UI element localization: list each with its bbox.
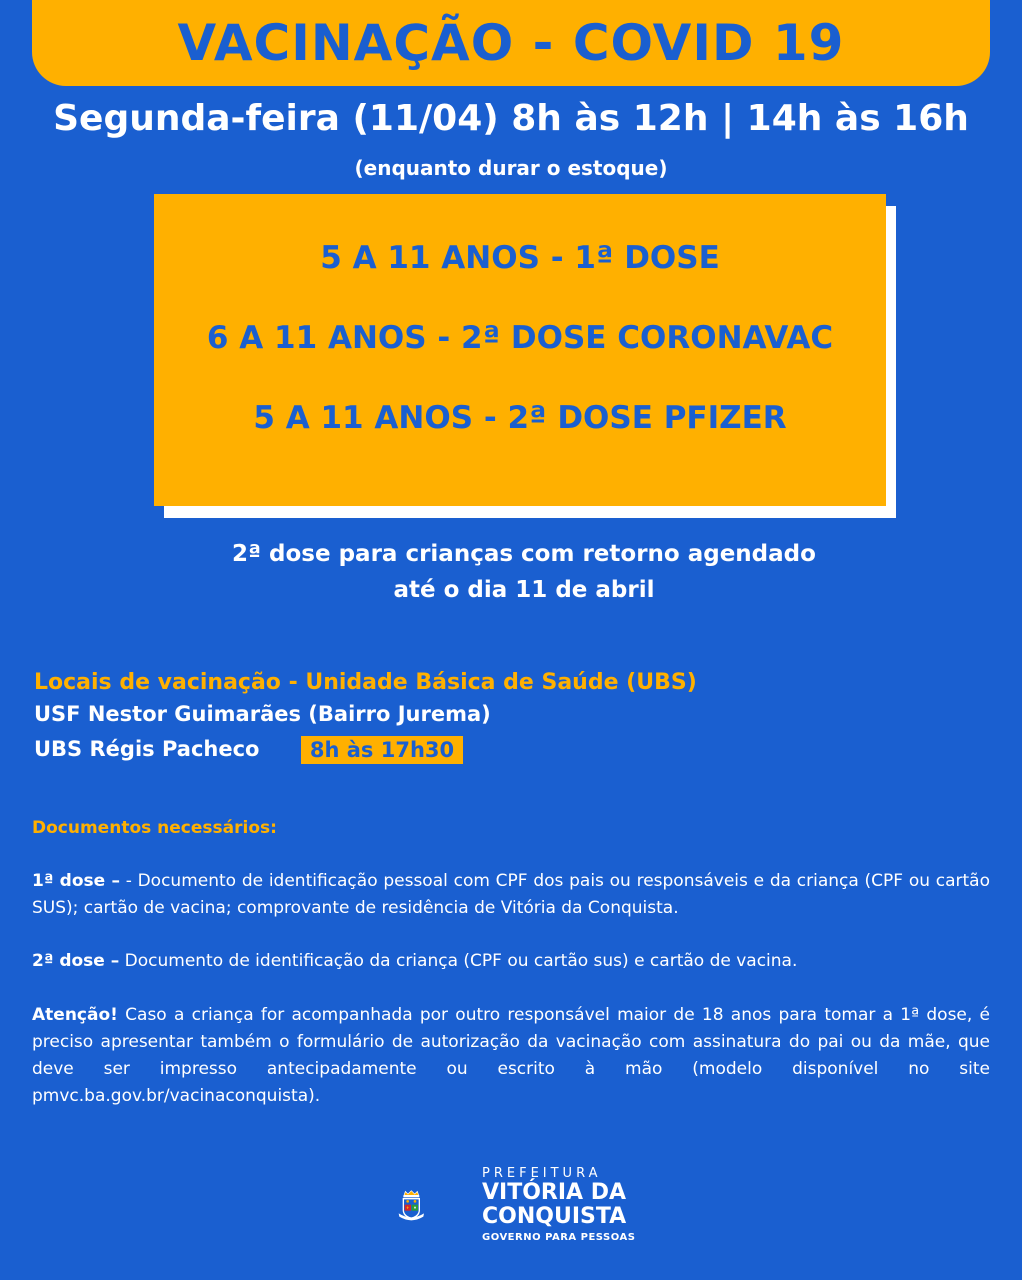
- second-dose-note-line1: 2ª dose para crianças com retorno agendado: [232, 541, 816, 567]
- logo-slogan: GOVERNO PARA PESSOAS: [482, 1232, 636, 1243]
- prefeitura-logo-text: [482, 1166, 635, 1243]
- dose2-text: Documento de identificação da criança (CPF ou cartão sus) e cartão de vacina.: [119, 951, 798, 971]
- group-item: 5 A 11 ANOS - 2ª DOSE PFIZER: [253, 400, 787, 436]
- locations-title: Locais de vacinação - Unidade Básica de Saúde (UBS): [34, 670, 697, 695]
- documents-title: Documentos necessários:: [32, 818, 277, 838]
- location-item: USF Nestor Guimarães (Bairro Jurema): [34, 702, 491, 726]
- location-item: UBS Régis Pacheco: [34, 737, 260, 761]
- dose2-paragraph: [32, 948, 990, 975]
- location-hours-badge: 8h às 17h30: [301, 736, 463, 764]
- dose1-paragraph: [32, 868, 990, 922]
- page-title: VACINAÇÃO - COVID 19: [177, 14, 845, 72]
- attention-paragraph: [32, 1002, 990, 1110]
- groups-box: [154, 194, 886, 506]
- stock-note: (enquanto durar o estoque): [354, 156, 668, 180]
- attention-label: Atenção!: [32, 1005, 118, 1025]
- dose1-text: - Documento de identificação pessoal com CPF dos pais ou responsáveis e da criança (CPF ou cartão SUS); cartão de vacina; comprovante de residência de Vitória da Conquista.: [32, 871, 991, 918]
- logo-city-line2: CONQUISTA: [482, 1204, 627, 1229]
- second-dose-note-line2: até o dia 11 de abril: [393, 577, 655, 603]
- title-banner: [32, 0, 990, 86]
- city-crest-icon: [398, 1158, 478, 1254]
- attention-text: Caso a criança for acompanhada por outro responsável maior de 18 anos para tomar a 1ª dose, é preciso apresentar também o formulário de autorização da vacinação com assinatura do pai ou da mãe, que deve ser impresso antecipadamente ou escrito à mão (modelo disponível no site pmvc.ba.gov.br/vacinaconquista).: [32, 1005, 990, 1106]
- logo-city-line1: VITÓRIA DA: [482, 1180, 627, 1205]
- dose1-label: 1ª dose –: [32, 871, 120, 891]
- dose2-label: 2ª dose –: [32, 951, 120, 971]
- group-item: 6 A 11 ANOS - 2ª DOSE CORONAVAC: [206, 320, 834, 356]
- logo-prefeitura: PREFEITURA: [482, 1166, 602, 1181]
- schedule-text: Segunda-feira (11/04) 8h às 12h | 14h às 16h: [53, 98, 969, 139]
- second-dose-note: [0, 536, 1022, 608]
- group-item: 5 A 11 ANOS - 1ª DOSE: [320, 240, 720, 276]
